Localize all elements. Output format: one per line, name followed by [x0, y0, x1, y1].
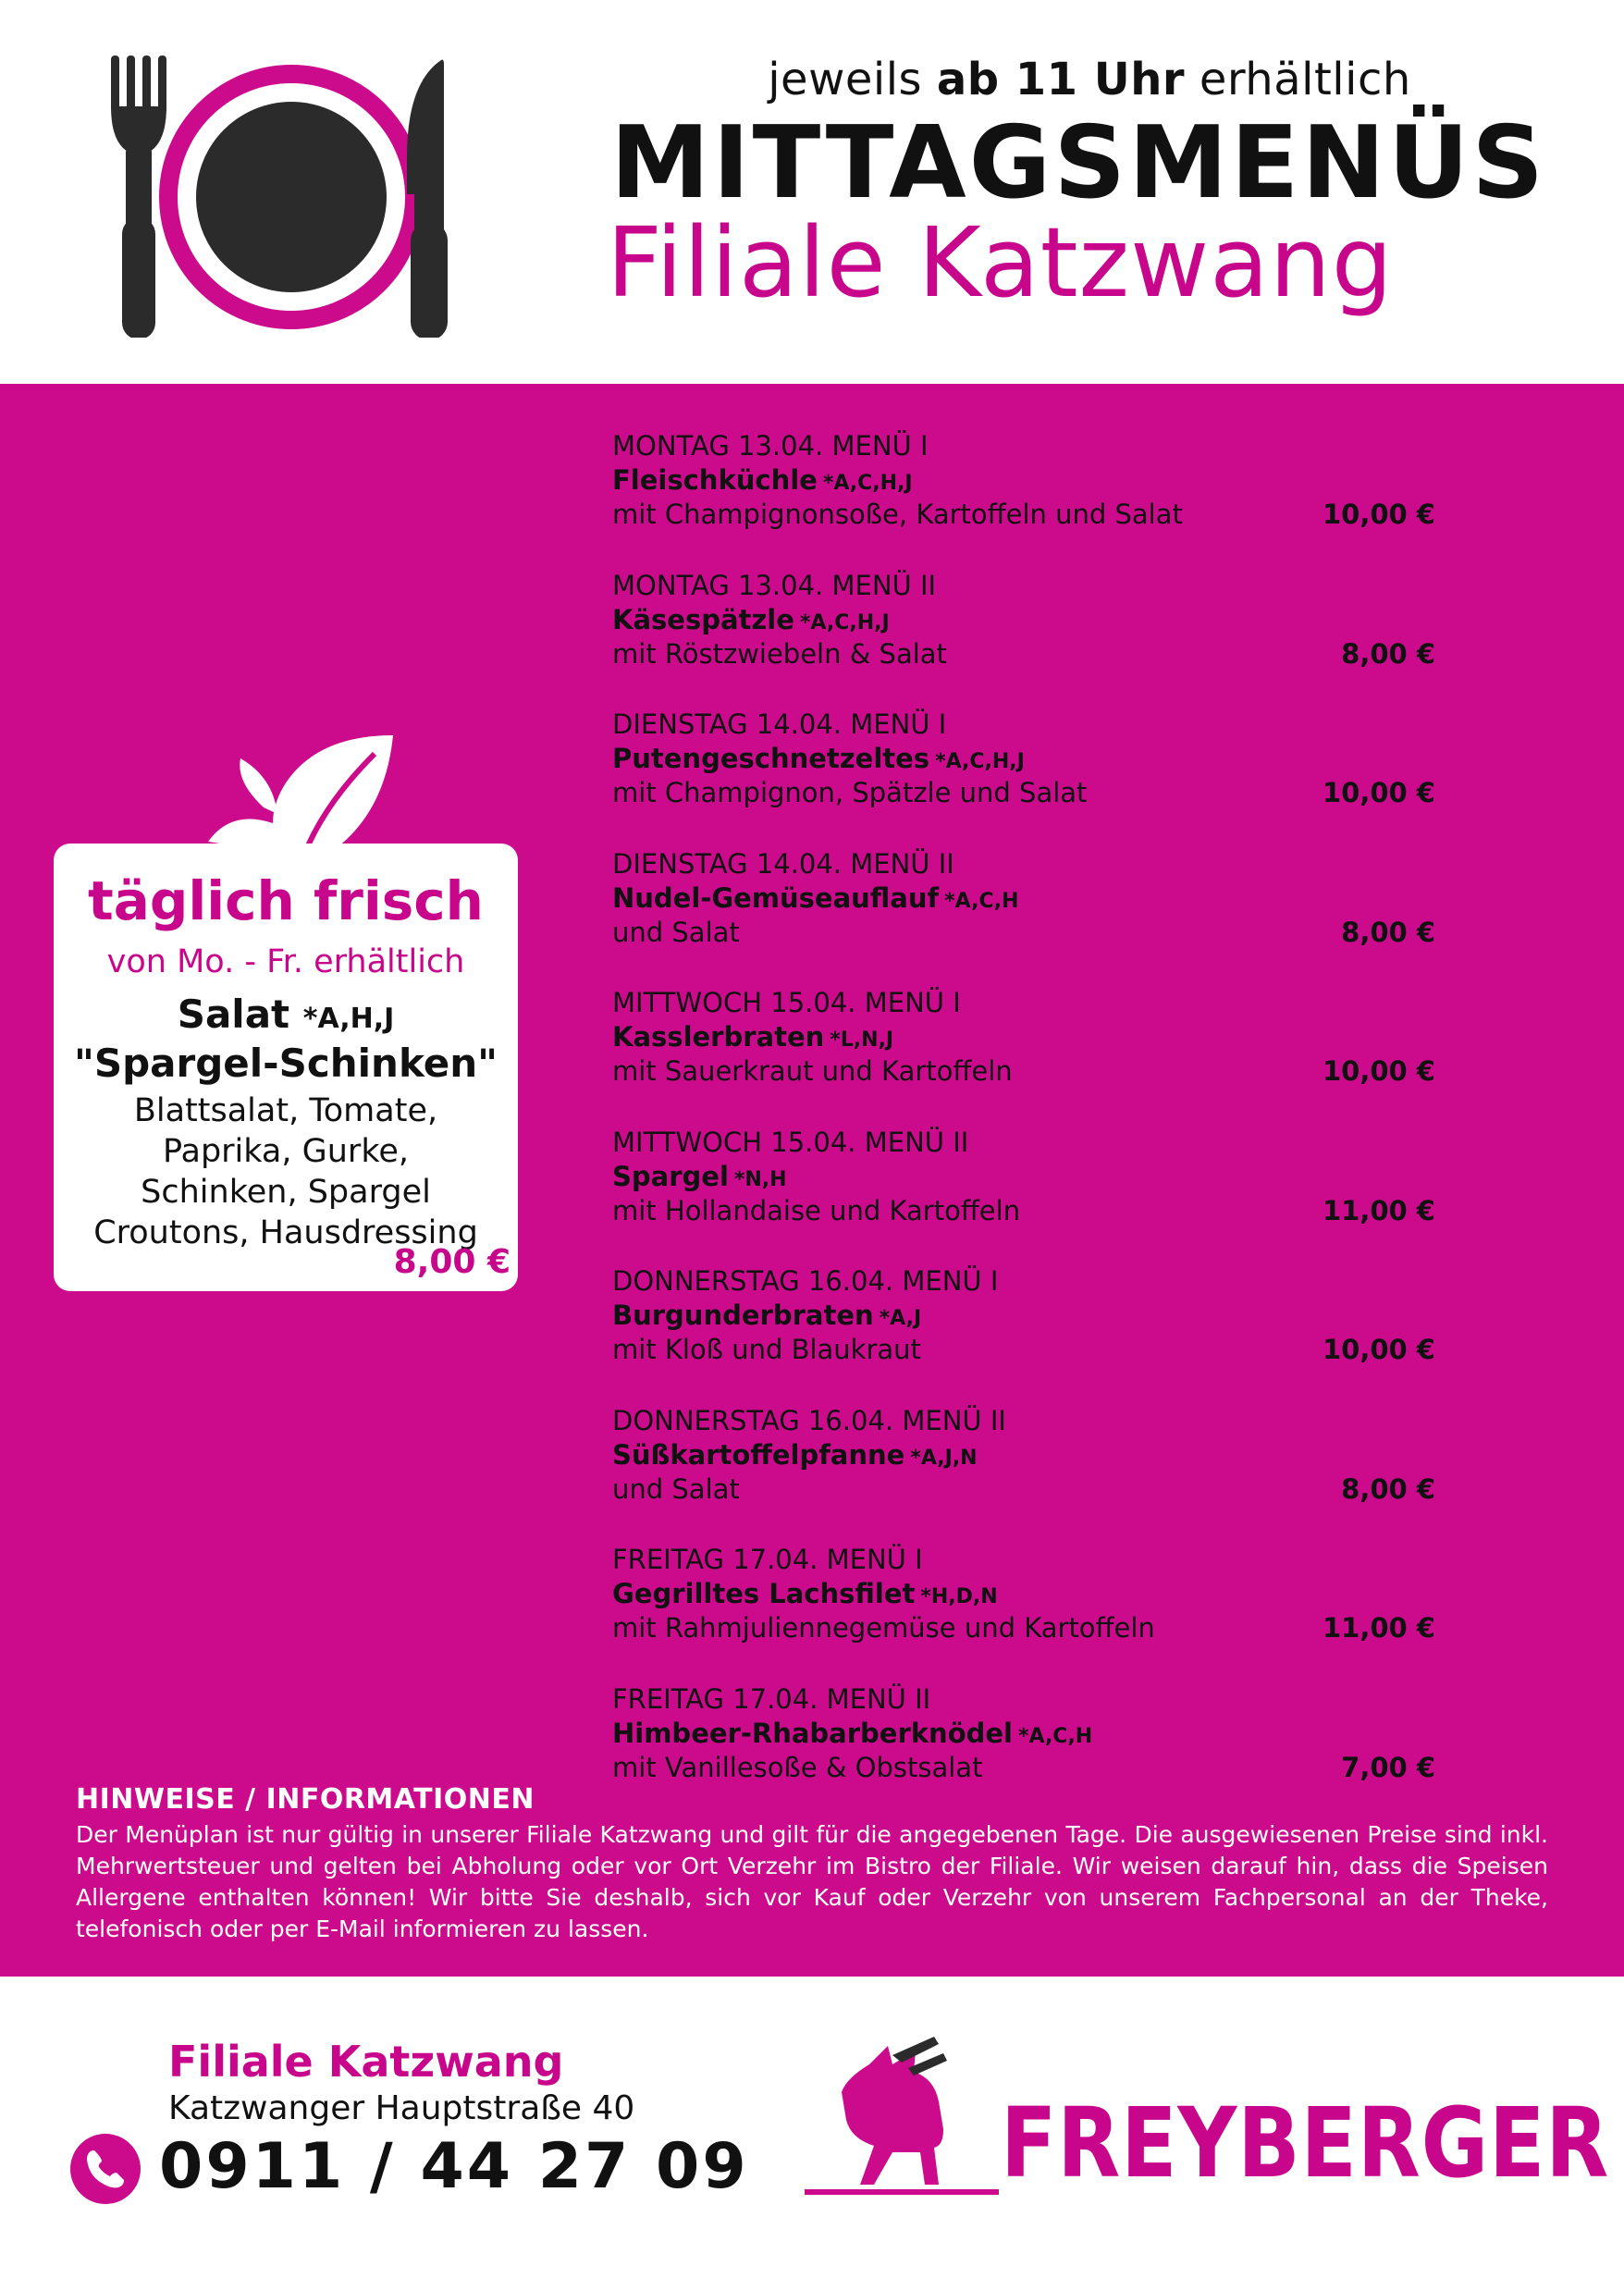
menu-day: MONTAG 13.04. MENÜ II	[612, 569, 937, 601]
menu-dish: Fleischküchle *A,C,H,J	[612, 464, 913, 496]
menu-price: 10,00 €	[1322, 777, 1435, 808]
menu-description: mit Champignon, Spätzle und Salat	[612, 777, 1088, 808]
menu-allergens: *A,C,H,J	[822, 472, 913, 495]
menu-description: mit Vanillesoße & Obstsalat	[612, 1751, 983, 1783]
menu-allergens: *N,H	[733, 1167, 787, 1191]
availability-tagline: jeweils ab 11 Uhr erhältlich	[768, 54, 1411, 105]
menu-day: FREITAG 17.04. MENÜ II	[612, 1682, 931, 1715]
menu-item	[612, 848, 1435, 988]
menu-day: FREITAG 17.04. MENÜ I	[612, 1544, 923, 1575]
branch-name: Filiale Katzwang	[168, 2037, 564, 2087]
menu-day: MITTWOCH 15.04. MENÜ I	[612, 987, 961, 1018]
menu-section	[0, 384, 1624, 1977]
menu-dish: Gegrilltes Lachsfilet *H,D,N	[612, 1578, 998, 1609]
page-title: MITTAGSMENÜS	[610, 105, 1547, 221]
menu-item	[612, 1127, 1435, 1266]
bull-logo-icon	[805, 2037, 999, 2203]
menu-allergens: *L,N,J	[830, 1028, 894, 1052]
menu-description: mit Hollandaise und Kartoffeln	[612, 1194, 1021, 1226]
menu-allergens: *A,J	[879, 1307, 922, 1330]
special-name: Salat *A,H,J	[177, 992, 395, 1037]
page-header	[0, 0, 1624, 384]
menu-price: 8,00 €	[1341, 637, 1435, 670]
menu-item	[612, 570, 1435, 709]
branch-address: Katzwanger Hauptstraße 40	[168, 2089, 635, 2127]
special-heading: täglich frisch	[88, 869, 484, 932]
page-footer	[0, 1977, 1624, 2291]
menu-description: mit Röstzwiebeln & Salat	[612, 637, 947, 670]
menu-item	[612, 708, 1435, 848]
menu-item	[612, 430, 1435, 570]
menu-allergens: *A,C,H	[944, 889, 1019, 913]
page-subtitle: Filiale Katzwang	[607, 206, 1394, 319]
menu-price: 11,00 €	[1322, 1194, 1435, 1226]
special-ingredients: Blattsalat, Tomate, Paprika, Gurke, Schinken, Spargel Croutons, Hausdressing	[93, 1092, 478, 1251]
menu-description: mit Rahmjuliennegemüse und Kartoffeln	[612, 1612, 1155, 1644]
menu-price: 10,00 €	[1322, 499, 1435, 530]
notes-section	[76, 1783, 1548, 1945]
menu-description: und Salat	[612, 916, 740, 948]
menu-allergens: *A,C,H	[1018, 1724, 1093, 1748]
menu-price: 11,00 €	[1322, 1612, 1435, 1644]
menu-description: und Salat	[612, 1472, 740, 1505]
special-allergens: *A,H,J	[302, 1003, 395, 1035]
menu-allergens: *H,D,N	[920, 1585, 998, 1608]
menu-dish: Käsespätzle *A,C,H,J	[612, 603, 890, 635]
menu-allergens: *A,C,H,J	[935, 750, 1025, 773]
daily-special-card	[54, 844, 518, 1291]
notes-text: Der Menüplan ist nur gültig in unserer Filiale Katzwang und gilt für die angegebenen Tage. Die ausgewiesenen Preise sind inkl. Mehrwertsteuer und gelten bei Abholung oder vor Ort Verzehr im Bistro der Filiale. Wir weisen darauf hin, dass die Speisen Allergene enthalten können! Wir bitte Sie deshalb, sich vor Kauf oder Verzehr von unserem Fachpersonal an der Theke, telefonisch oder per E-Mail informieren zu lassen.	[76, 1821, 1548, 1942]
notes-heading: HINWEISE / INFORMATIONEN	[76, 1783, 535, 1816]
menu-price: 10,00 €	[1322, 1334, 1435, 1365]
brand-name: FREYBERGER	[1001, 2087, 1610, 2199]
menu-description: mit Sauerkraut und Kartoffeln	[612, 1055, 1013, 1087]
menu-day: DONNERSTAG 16.04. MENÜ I	[612, 1265, 999, 1297]
menu-day: DIENSTAG 14.04. MENÜ II	[612, 847, 954, 880]
menu-item	[612, 1405, 1435, 1545]
menu-day: MONTAG 13.04. MENÜ I	[612, 430, 929, 462]
menu-dish: Burgunderbraten *A,J	[612, 1299, 922, 1331]
menu-price: 10,00 €	[1322, 1055, 1435, 1087]
menu-price: 8,00 €	[1341, 1472, 1435, 1505]
menu-dish: Süßkartoffelpfanne *A,J,N	[612, 1438, 978, 1471]
phone-number[interactable]: 0911 / 44 27 09	[159, 2130, 749, 2203]
menu-allergens: *A,C,H,J	[799, 610, 890, 634]
menu-item	[612, 1265, 1435, 1405]
special-availability: von Mo. - Fr. erhältlich	[106, 943, 465, 980]
phone-icon	[70, 2134, 141, 2204]
menu-description: mit Champignonsoße, Kartoffeln und Salat	[612, 499, 1183, 530]
menu-dish: Spargel *N,H	[612, 1160, 787, 1192]
plate-cutlery-icon	[102, 55, 472, 338]
menu-dish: Nudel-Gemüseauflauf *A,C,H	[612, 881, 1019, 914]
special-variant: "Spargel-Schinken"	[73, 1041, 498, 1086]
menu-price: 8,00 €	[1341, 916, 1435, 948]
menu-item	[612, 987, 1435, 1127]
menu-item	[612, 1544, 1435, 1683]
menu-allergens: *A,J,N	[910, 1446, 978, 1470]
menu-dish: Kasslerbraten *L,N,J	[612, 1021, 894, 1053]
menu-list	[612, 430, 1435, 1822]
menu-day: DONNERSTAG 16.04. MENÜ II	[612, 1404, 1006, 1436]
menu-dish: Putengeschnetzeltes *A,C,H,J	[612, 743, 1025, 774]
menu-dish: Himbeer-Rhabarberknödel *A,C,H	[612, 1717, 1093, 1749]
special-price: 8,00 €	[393, 1243, 511, 1281]
menu-price: 7,00 €	[1341, 1751, 1435, 1783]
menu-day: MITTWOCH 15.04. MENÜ II	[612, 1126, 969, 1158]
menu-day: DIENSTAG 14.04. MENÜ I	[612, 708, 947, 740]
menu-description: mit Kloß und Blaukraut	[612, 1334, 921, 1365]
